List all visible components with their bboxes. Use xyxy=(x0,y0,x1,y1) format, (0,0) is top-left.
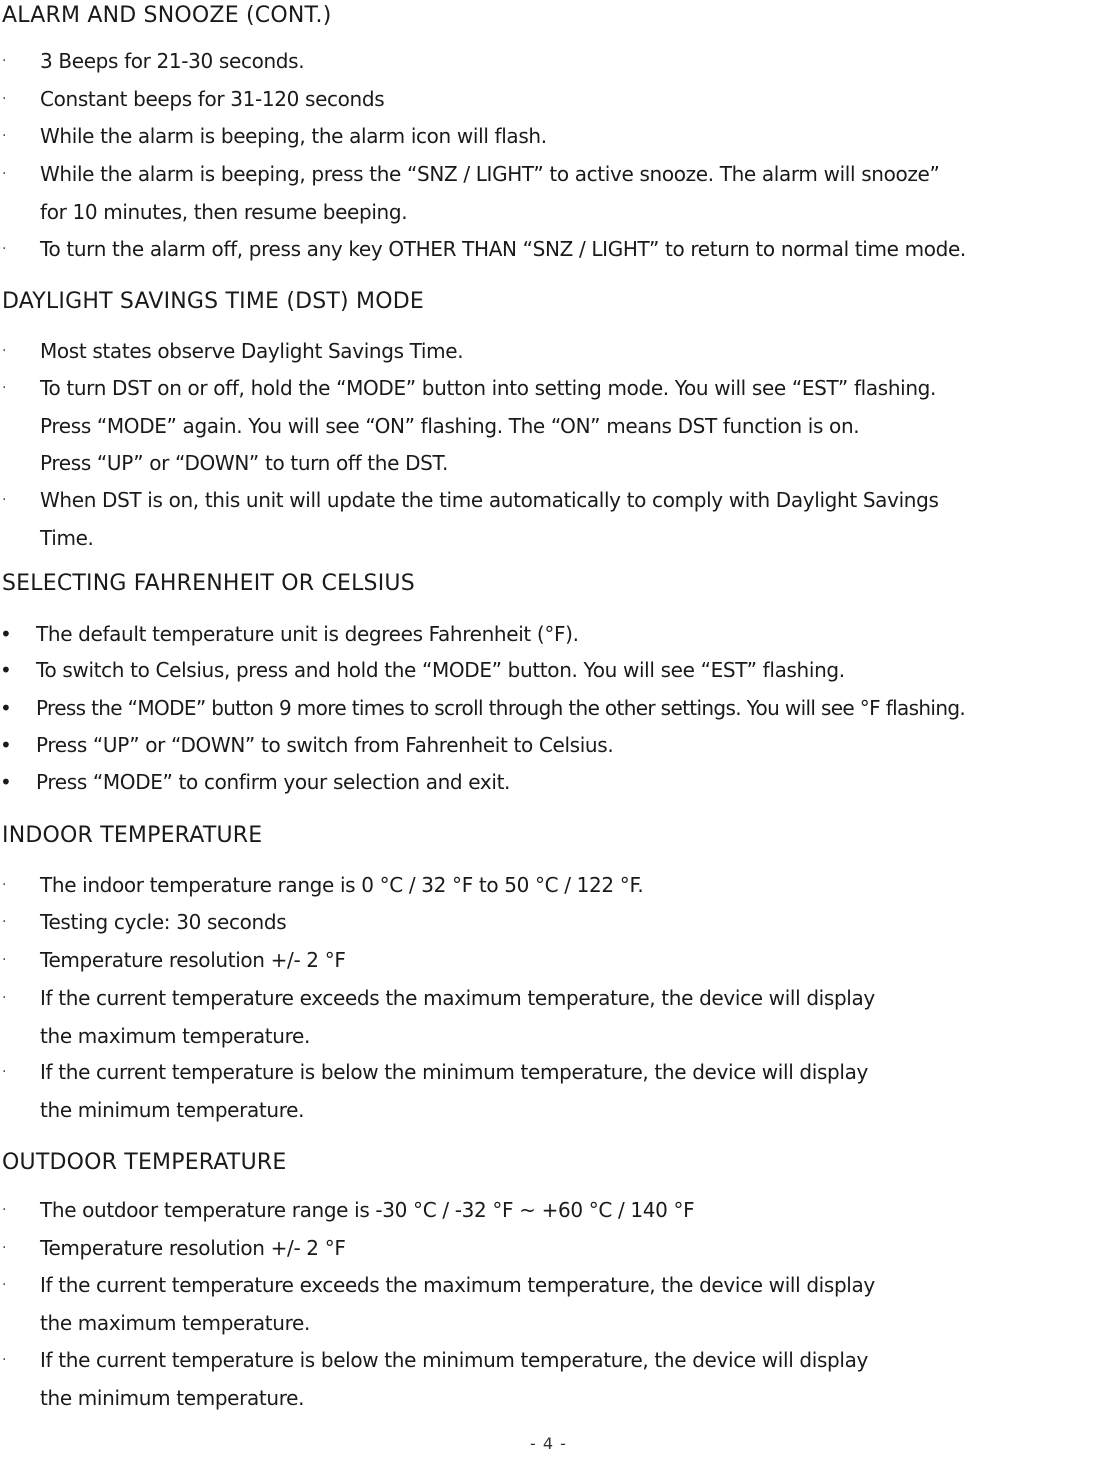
list-item-body xyxy=(40,43,304,81)
list-item-text: Time. xyxy=(40,525,94,550)
list-item-body xyxy=(40,333,463,371)
list-item-body xyxy=(40,156,940,231)
bullet-icon: · xyxy=(2,990,7,1006)
list-item-text: Press “MODE” to confirm your selection and exit. xyxy=(36,770,511,794)
bullet-icon: · xyxy=(2,1277,7,1293)
list-item-body xyxy=(36,764,510,802)
bullet-icon: · xyxy=(2,343,7,359)
section-heading-outdoor-temperature: OUTDOOR TEMPERATURE xyxy=(2,1150,287,1175)
bullet-icon: · xyxy=(2,492,7,508)
list-item-text: the minimum temperature. xyxy=(40,1097,305,1122)
list-item-text: The indoor temperature range is 0 °C / 32 °F to 50 °C / 122 °F. xyxy=(40,873,644,897)
list-item-text: To turn DST on or off, hold the “MODE” button into setting mode. You will see “EST” flashing. xyxy=(40,376,937,400)
bullet-icon: · xyxy=(2,241,7,257)
list-item-text: the maximum temperature. xyxy=(40,1310,310,1335)
list-item-body xyxy=(40,904,286,942)
list-item-text: the maximum temperature. xyxy=(40,1023,310,1048)
list-item-text: The default temperature unit is degrees Fahrenheit (°F). xyxy=(36,622,579,646)
list-item-text: To turn the alarm off, press any key OTHER THAN “SNZ / LIGHT” to return to normal time mode. xyxy=(40,237,966,261)
list-item-text: Temperature resolution +/- 2 °F xyxy=(40,1236,346,1260)
section-heading-alarm-snooze: ALARM AND SNOOZE (CONT.) xyxy=(2,3,332,28)
list-item-body xyxy=(40,942,346,980)
list-item-body xyxy=(36,690,965,728)
bullet-icon: · xyxy=(2,1240,7,1256)
list-item-text: Press the “MODE” button 9 more times to scroll through the other settings. You will see °F flashing. xyxy=(36,696,966,720)
list-item-text: the minimum temperature. xyxy=(40,1385,305,1410)
bullet-icon: • xyxy=(0,696,12,720)
list-item-text: for 10 minutes, then resume beeping. xyxy=(40,199,408,224)
list-item-text: If the current temperature exceeds the maximum temperature, the device will display xyxy=(40,1273,875,1297)
list-item-text: If the current temperature exceeds the maximum temperature, the device will display xyxy=(40,986,875,1010)
bullet-icon: • xyxy=(0,770,12,794)
bullet-icon: · xyxy=(2,380,7,396)
list-item-text: If the current temperature is below the minimum temperature, the device will display xyxy=(40,1060,869,1084)
page-number: - 4 - xyxy=(530,1434,567,1453)
list-item-body xyxy=(40,1054,868,1129)
list-item-text: When DST is on, this unit will update the time automatically to comply with Daylight Savings xyxy=(40,488,939,512)
section-heading-dst: DAYLIGHT SAVINGS TIME (DST) MODE xyxy=(2,289,424,314)
bullet-icon: · xyxy=(2,128,7,144)
list-item-text: 3 Beeps for 21-30 seconds. xyxy=(40,49,305,73)
bullet-icon: · xyxy=(2,952,7,968)
bullet-icon: · xyxy=(2,53,7,69)
list-item-body xyxy=(40,482,939,557)
bullet-icon: · xyxy=(2,1352,7,1368)
list-item-text: To switch to Celsius, press and hold the “MODE” button. You will see “EST” flashing. xyxy=(36,658,845,682)
list-item-body xyxy=(36,616,579,654)
list-item-body xyxy=(40,370,936,483)
list-item-body xyxy=(40,1230,346,1268)
list-item-text: Press “UP” or “DOWN” to turn off the DST. xyxy=(40,451,448,475)
bullet-icon: · xyxy=(2,1064,7,1080)
list-item-text: Testing cycle: 30 seconds xyxy=(40,910,287,934)
list-item-body xyxy=(40,980,875,1055)
list-item-text: While the alarm is beeping, press the “SNZ / LIGHT” to active snooze. The alarm will snooze” xyxy=(40,162,940,186)
bullet-icon: • xyxy=(0,622,12,646)
bullet-icon: · xyxy=(2,91,7,107)
list-item-body xyxy=(40,118,547,156)
bullet-icon: • xyxy=(0,658,12,682)
bullet-icon: • xyxy=(0,733,12,757)
list-item-text: Constant beeps for 31-120 seconds xyxy=(40,87,385,111)
section-heading-fahrenheit-celsius: SELECTING FAHRENHEIT OR CELSIUS xyxy=(2,571,415,596)
list-item-text: Most states observe Daylight Savings Time. xyxy=(40,339,464,363)
bullet-icon: · xyxy=(2,914,7,930)
list-item-body xyxy=(40,1267,875,1342)
list-item-text: Press “MODE” again. You will see “ON” flashing. The “ON” means DST function is on. xyxy=(40,413,860,438)
list-item-text: While the alarm is beeping, the alarm icon will flash. xyxy=(40,124,547,148)
list-item-body xyxy=(36,652,845,690)
list-item-body xyxy=(40,1192,694,1230)
list-item-text: If the current temperature is below the minimum temperature, the device will display xyxy=(40,1348,869,1372)
list-item-body xyxy=(40,867,643,905)
bullet-icon: · xyxy=(2,1202,7,1218)
bullet-icon: · xyxy=(2,166,7,182)
list-item-body xyxy=(40,231,966,269)
list-item-body xyxy=(40,1342,868,1417)
section-heading-indoor-temperature: INDOOR TEMPERATURE xyxy=(2,823,263,848)
list-item-text: Press “UP” or “DOWN” to switch from Fahrenheit to Celsius. xyxy=(36,733,614,757)
list-item-text: Temperature resolution +/- 2 °F xyxy=(40,948,346,972)
list-item-body xyxy=(36,727,613,765)
list-item-text: The outdoor temperature range is -30 °C / -32 °F ~ +60 °C / 140 °F xyxy=(40,1198,695,1222)
bullet-icon: · xyxy=(2,877,7,893)
list-item-body xyxy=(40,81,384,119)
